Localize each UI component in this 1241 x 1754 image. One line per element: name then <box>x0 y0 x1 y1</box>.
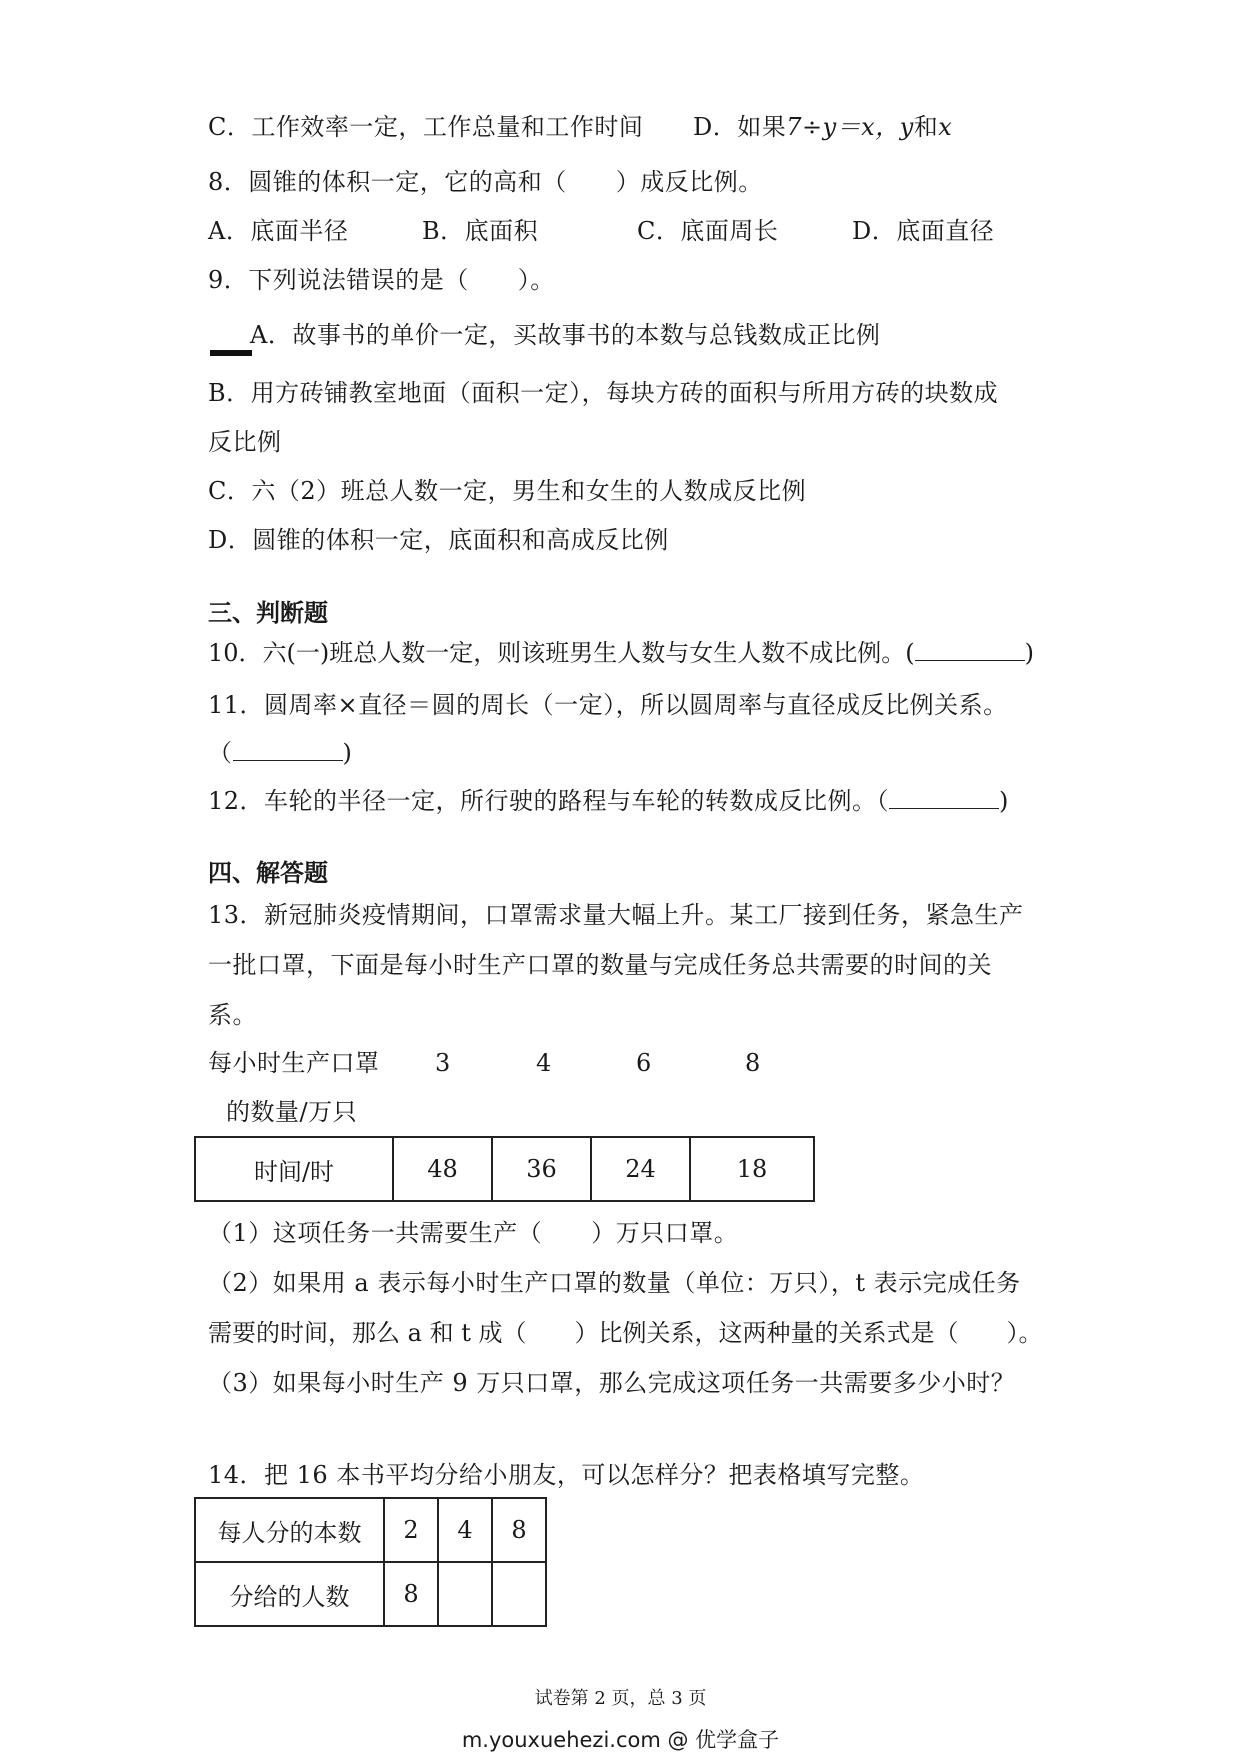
q8-option-a: A．底面半径 <box>208 217 349 245</box>
q13-cell-1: 48 <box>393 1137 492 1201</box>
q11-text: 11．圆周率×直径＝圆的周长（一定），所以圆周率与直径成反比例关系。 <box>208 691 1008 719</box>
q13-header-value-3: 6 <box>636 1049 652 1077</box>
q8-option-c: C．底面周长 <box>637 217 779 245</box>
q12-close: ) <box>999 787 1009 815</box>
q14-row2-cell-3[interactable] <box>492 1562 546 1626</box>
q13-sub3: （3）如果每小时生产 9 万只口罩，那么完成这项任务一共需要多少小时？ <box>208 1369 1016 1397</box>
q14-row1-label: 每人分的本数 <box>195 1498 384 1562</box>
q7-option-d-formula: 7÷y＝x， <box>786 113 900 141</box>
table-row <box>195 1498 546 1562</box>
q12-answer-blank[interactable] <box>889 788 999 809</box>
q13-cell-2: 36 <box>492 1137 591 1201</box>
table-row <box>195 1562 546 1626</box>
q13-line2: 一批口罩，下面是每小时生产口罩的数量与完成任务总共需要的时间的关 <box>208 951 992 979</box>
answer-mark <box>210 350 252 356</box>
q11-answer-blank[interactable] <box>233 740 343 761</box>
q13-header-value-1: 3 <box>435 1049 451 1077</box>
q14-row1-cell-1: 2 <box>384 1498 438 1562</box>
q9-option-d: D．圆锥的体积一定，底面积和高成反比例 <box>208 526 669 554</box>
q10-close: ) <box>1024 639 1035 667</box>
q11-close: ) <box>342 739 353 767</box>
table-row <box>195 1137 814 1201</box>
q7-option-d-x: x <box>938 113 953 141</box>
q7-option-d <box>693 112 952 142</box>
q13-header-value-2: 4 <box>536 1049 552 1077</box>
q7-option-d-and: 和 <box>913 113 939 141</box>
q13-sub2-line1: （2）如果用 a 表示每小时生产口罩的数量（单位：万只），t 表示完成任务 <box>208 1269 1021 1297</box>
q10 <box>208 638 1034 668</box>
q8-option-b: B．底面积 <box>422 217 539 245</box>
page-footer: 试卷第 2 页，总 3 页 <box>534 1688 707 1709</box>
section-title-judgment: 三、判断题 <box>208 599 328 627</box>
q14-row2-cell-1: 8 <box>384 1562 438 1626</box>
q8-stem: 8．圆锥的体积一定，它的高和（ ）成反比例。 <box>208 168 763 196</box>
q14-row1-cell-3: 8 <box>492 1498 546 1562</box>
q9-option-b-line1: B．用方砖铺教室地面（面积一定），每块方砖的面积与所用方砖的块数成 <box>208 379 999 407</box>
q11-answer <box>208 738 352 768</box>
section-title-answer: 四、解答题 <box>208 859 328 887</box>
q13-line3: 系。 <box>208 1001 257 1029</box>
q13-cell-4: 18 <box>690 1137 814 1201</box>
q10-text: 10．六(一)班总人数一定，则该班男生人数与女生人数不成比例。( <box>208 639 915 667</box>
watermark: m.youxuehezi.com @ 优学盒子 <box>461 1728 780 1752</box>
q7-option-d-prefix: D．如果 <box>693 113 787 141</box>
q10-answer-blank[interactable] <box>915 640 1025 661</box>
q14-row1-cell-2: 4 <box>438 1498 492 1562</box>
q13-header-value-4: 8 <box>745 1049 761 1077</box>
q14-row2-label: 分给的人数 <box>195 1562 384 1626</box>
q7-option-c: C．工作效率一定，工作总量和工作时间 <box>208 113 644 141</box>
q13-sub1: （1）这项任务一共需要生产（ ）万只口罩。 <box>208 1219 739 1247</box>
q12-text: 12．车轮的半径一定，所行驶的路程与车轮的转数成反比例。（ <box>208 787 890 815</box>
q11-open: （ <box>208 739 233 767</box>
q9-stem: 9．下列说法错误的是（ ）。 <box>208 266 555 294</box>
q8-option-d: D．底面直径 <box>852 217 995 245</box>
q13-table <box>194 1136 815 1202</box>
q13-row-label: 时间/时 <box>195 1137 393 1201</box>
q13-line1: 13．新冠肺炎疫情期间，口罩需求量大幅上升。某工厂接到任务，紧急生产 <box>208 901 1024 929</box>
q13-sub2-line2: 需要的时间，那么 a 和 t 成（ ）比例关系，这两种量的关系式是（ ）。 <box>208 1319 1043 1347</box>
q13-header-label-1: 每小时生产口罩 <box>208 1049 380 1077</box>
q12 <box>208 786 1009 816</box>
q9-option-b-line2: 反比例 <box>208 428 282 456</box>
q14-stem: 14．把 16 本书平均分给小朋友，可以怎样分？把表格填写完整。 <box>208 1461 925 1489</box>
q9-option-c: C．六（2）班总人数一定，男生和女生的人数成反比例 <box>208 477 807 505</box>
q13-header-label-2: 的数量/万只 <box>226 1098 358 1126</box>
q14-row2-cell-2[interactable] <box>438 1562 492 1626</box>
q7-option-d-y: y <box>899 113 914 141</box>
q9-option-a: A．故事书的单价一定，买故事书的本数与总钱数成正比例 <box>250 321 881 349</box>
q13-cell-3: 24 <box>591 1137 690 1201</box>
q14-table <box>194 1497 547 1627</box>
